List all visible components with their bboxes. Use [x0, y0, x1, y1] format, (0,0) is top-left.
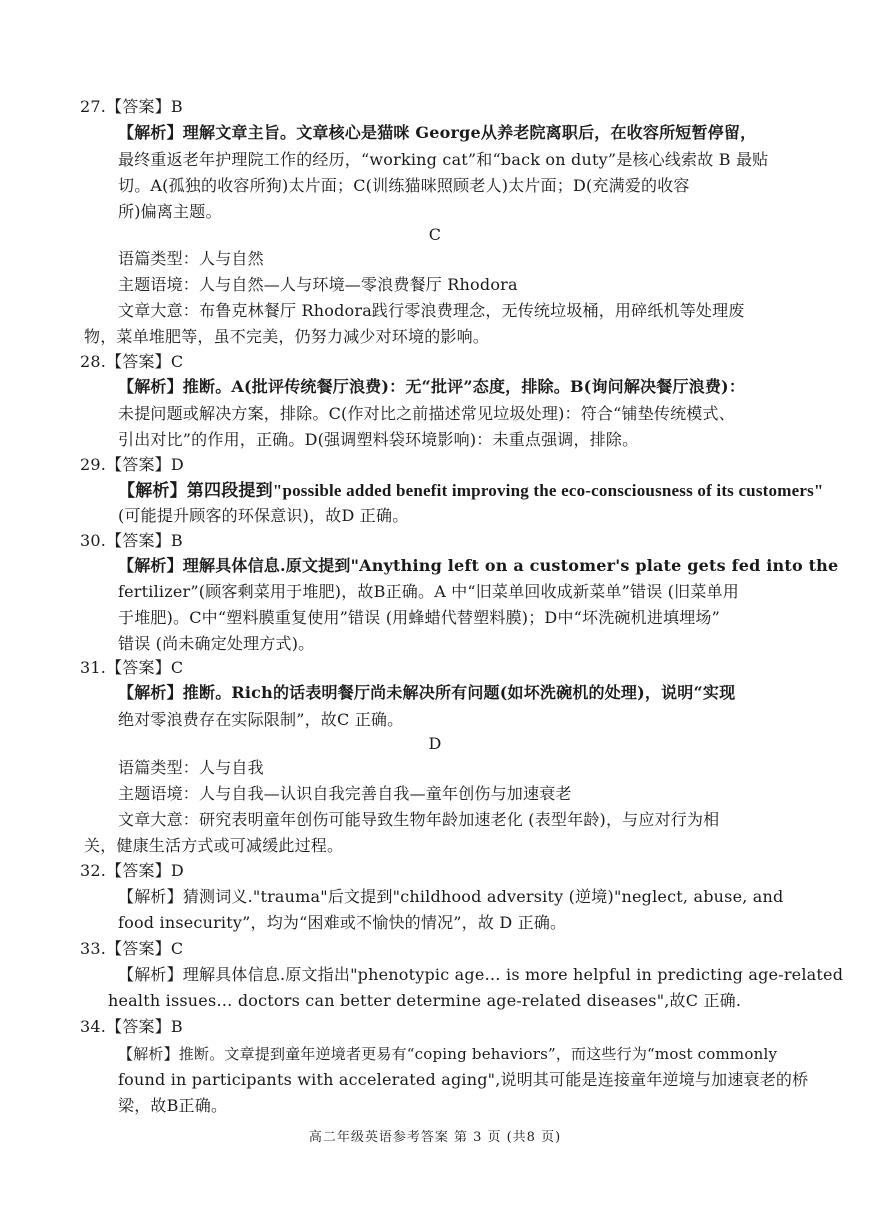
answer-29-analysis-line: (可能提升顾客的环保意识)，故D 正确。	[118, 506, 409, 525]
answer-32-analysis: 【解析】猜测词义."trauma"后文提到"childhood adversity (逆境)"neglect, abuse, and	[118, 887, 784, 906]
answer-34-analysis-line: 梁，故B正确。	[118, 1096, 228, 1115]
answer-34-analysis-line: found in participants with accelerated aging",说明其可能是连接童年逆境与加速衰老的桥	[118, 1070, 809, 1089]
answer-31-analysis: 【解析】推断。Rich的话表明餐厅尚未解决所有问题(如坏洗碗机的处理)，说明“实现	[118, 683, 736, 702]
answer-33-analysis-line: health issues… doctors can better determine age-related diseases",故C 正确.	[108, 991, 742, 1010]
answer-28-header: 28.【答案】C	[80, 352, 184, 371]
answer-30-analysis: 【解析】理解具体信息.原文提到"Anything left on a customer's plate gets fed into the	[118, 556, 839, 575]
passage-type: 语篇类型：人与自然	[118, 249, 264, 268]
passage-summary: 文章大意：研究表明童年创伤可能导致生物年龄加速老化 (表型年龄)，与应对行为相	[118, 810, 720, 829]
passage-summary: 文章大意：布鲁克林餐厅 Rhodora践行零浪费理念，无传统垃圾桶，用碎纸机等处理废	[118, 301, 745, 320]
answer-30-analysis-line: 于堆肥)。C中“塑料膜重复使用”错误 (用蜂蜡代替塑料膜)；D中“坏洗碗机进填埋场”	[118, 608, 721, 627]
answer-27-header: 27.【答案】B	[80, 97, 183, 116]
answer-27-analysis: 【解析】理解文章主旨。文章核心是猫咪 George从养老院离职后，在收容所短暂停留，	[118, 123, 757, 142]
answer-34-analysis: 【解析】推断。文章提到童年逆境者更易有“coping behaviors”，而这些行为“most commonly	[118, 1045, 778, 1063]
passage-type: 语篇类型：人与自我	[118, 758, 264, 777]
answer-27-analysis-line: 切。A(孤独的收容所狗)太片面；C(训练猫咪照顾老人)太片面；D(充满爱的收容	[118, 176, 690, 195]
answer-33-header: 33.【答案】C	[80, 939, 184, 958]
theme-context: 主题语境：人与自然—人与环境—零浪费餐厅 Rhodora	[118, 275, 518, 294]
answer-34-header: 34.【答案】B	[80, 1017, 183, 1036]
answer-30-analysis-line: 错误 (尚未确定处理方式)。	[118, 634, 315, 653]
passage-d-heading: D	[428, 734, 442, 753]
answer-31-header: 31.【答案】C	[80, 658, 184, 677]
passage-c-heading: C	[428, 225, 442, 244]
answer-28-analysis: 【解析】推断。A(批评传统餐厅浪费)：无“批评”态度，排除。B(询问解决餐厅浪费)：	[118, 377, 746, 396]
passage-summary-line: 关，健康生活方式或可减缓此过程。	[84, 836, 344, 855]
answer-33-analysis: 【解析】理解具体信息.原文指出"phenotypic age… is more helpful in predicting age-related	[118, 965, 844, 984]
answer-27-analysis-line: 所)偏离主题。	[118, 202, 222, 221]
answer-32-header: 32.【答案】D	[80, 861, 184, 880]
answer-27-analysis-line: 最终重返老年护理院工作的经历，“working cat”和“back on duty”是核心线索故 B 最贴	[118, 150, 769, 169]
answer-28-analysis-line: 引出对比”的作用，正确。D(强调塑料袋环境影响)：未重点强调，排除。	[118, 430, 639, 449]
answer-29-analysis: 【解析】第四段提到"possible added benefit improving the eco-consciousness of its customers"	[118, 481, 824, 500]
answer-32-analysis-line: food insecurity”，均为“困难或不愉快的情况”，故 D 正确。	[118, 913, 567, 932]
answer-31-analysis-line: 绝对零浪费存在实际限制”，故C 正确。	[118, 710, 404, 729]
passage-summary-line: 物，菜单堆肥等，虽不完美，仍努力减少对环境的影响。	[84, 327, 490, 346]
answer-28-analysis-line: 未提问题或解决方案，排除。C(作对比之前描述常见垃圾处理)：符合“铺垫传统模式、	[118, 404, 735, 423]
answer-30-header: 30.【答案】B	[80, 531, 183, 550]
answer-29-header: 29.【答案】D	[80, 455, 184, 474]
page-footer: 高二年级英语参考答案 第 3 页 (共8 页)	[308, 1130, 562, 1145]
answer-30-analysis-line: fertilizer”(顾客剩菜用于堆肥)，故B正确。A 中“旧菜单回收成新菜单”错误 (旧菜单用	[118, 582, 739, 601]
theme-context: 主题语境：人与自我—认识自我完善自我—童年创伤与加速衰老	[118, 784, 572, 803]
